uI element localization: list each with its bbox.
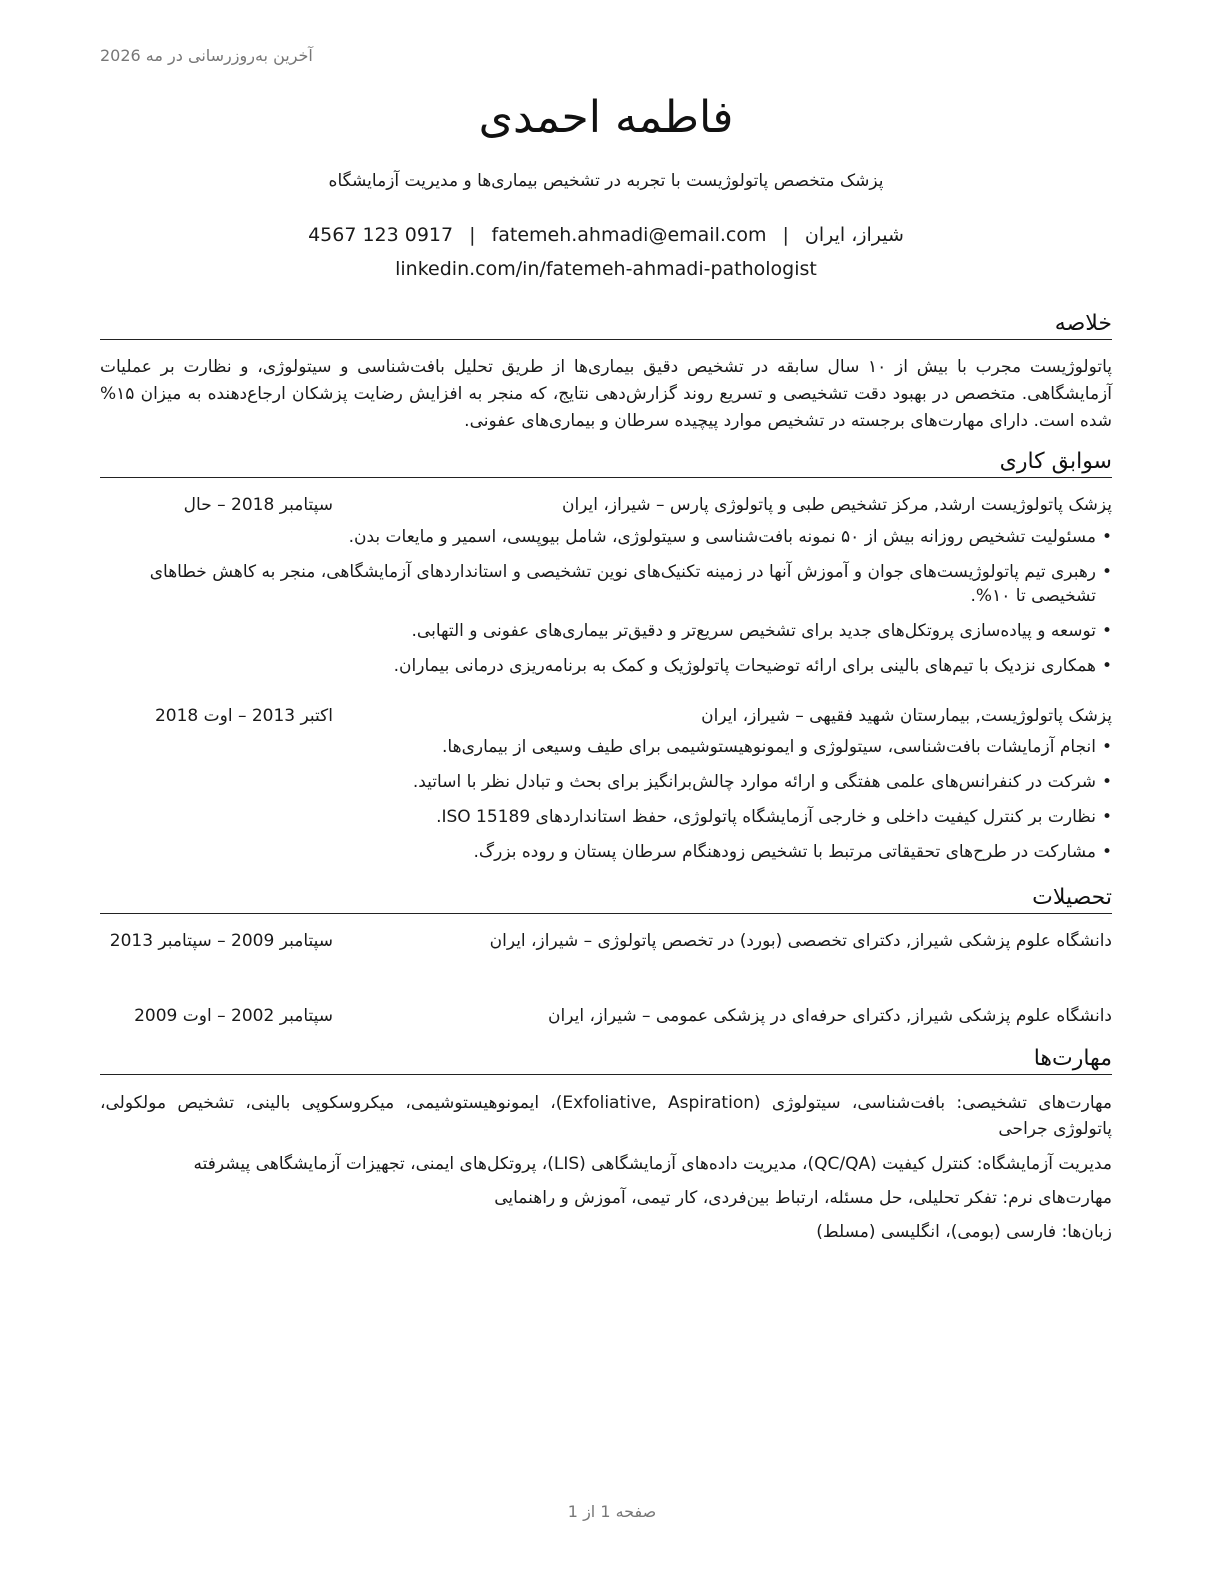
job-bullet: • نظارت بر کنترل کیفیت داخلی و خارجی آزمایشگاه پاتولوژی، حفظ استانداردهای ISO 15189. [100, 805, 1112, 829]
skill-line: مدیریت آزمایشگاه: کنترل کیفیت (QC/QA)، مدیریت داده‌های آزمایشگاهی (LIS)، پروتکل‌های ایمنی، تجهیزات آزمایشگاهی پیشرفته [193, 1154, 1112, 1174]
job-bullet: • انجام آزمایشات بافت‌شناسی، سیتولوژی و ایمونوهیستوشیمی برای طیف وسیعی از بیماری‌ها. [100, 735, 1112, 759]
job-title: پزشک پاتولوژیست ارشد, مرکز تشخیص طبی و پاتولوژی پارس – شیراز، ایران [561, 495, 1112, 515]
section-title-experience: سوابق کاری [100, 448, 1112, 478]
job-title: پزشک پاتولوژیست, بیمارستان شهید فقیهی – شیراز، ایران [701, 706, 1112, 726]
job-bullet: • رهبری تیم پاتولوژیست‌های جوان و آموزش آنها در زمینه تکنیک‌های نوین تشخیصی و استانداردهای آزمایشگاهی، منجر به کاهش خطاهای تشخیصی تا ۱۰%. [100, 560, 1112, 608]
education-date: سپتامبر 2002 – اوت 2009 [134, 1006, 333, 1026]
job-bullet: • مشارکت در طرح‌های تحقیقاتی مرتبط با تشخیص زودهنگام سرطان پستان و روده بزرگ. [100, 840, 1112, 864]
job-date: اکتبر 2013 – اوت 2018 [154, 706, 333, 726]
job-bullets [100, 735, 1112, 875]
education-date: سپتامبر 2009 – سپتامبر 2013 [109, 931, 333, 951]
job-bullets [100, 525, 1112, 689]
contact-line [100, 224, 1112, 246]
skill-line: مهارت‌های نرم: تفکر تحلیلی، حل مسئله، ارتباط بین‌فردی، کار تیمی، آموزش و راهنمایی [494, 1188, 1112, 1208]
section-title-summary: خلاصه [100, 310, 1112, 340]
job-bullet: • همکاری نزدیک با تیم‌های بالینی برای ارائه توضیحات پاتولوژیک و کمک به برنامه‌ریزی درمانی بیماران. [100, 654, 1112, 678]
candidate-tagline: پزشک متخصص پاتولوژیست با تجربه در تشخیص بیماری‌ها و مدیریت آزمایشگاه [328, 171, 884, 191]
contact-linkedin[interactable]: linkedin.com/in/fatemeh-ahmadi-pathologist [395, 258, 817, 280]
contact-phone: 4567 123 0917 [308, 224, 454, 246]
contact-location: شیراز، ایران [804, 224, 904, 246]
summary-text: پاتولوژیست مجرب با بیش از ۱۰ سال سابقه در تشخیص دقیق بیماری‌ها از طریق تحلیل بافت‌شناسی و سیتولوژی، و نظارت بر عملیات آزمایشگاهی. متخصص در بهبود دقت تشخیصی و تسریع روند گزارش‌دهی نتایج، که منجر به افزایش رضایت پزشکان ارجاع‌دهنده به میزان ۱۵% شده است. دارای مهارت‌های برجسته در تشخیص موارد پیچیده سرطان و بیماری‌های عفونی. [100, 357, 1112, 431]
last-updated: آخرین به‌روزرسانی در مه 2026 [100, 46, 313, 65]
resume-page [100, 0, 1112, 1584]
page-number: صفحه 1 از 1 [567, 1502, 657, 1521]
education-title: دانشگاه علوم پزشکی شیراز, دکترای تخصصی (بورد) در تخصص پاتولوژی – شیراز، ایران [489, 931, 1112, 951]
section-title-education: تحصیلات [100, 884, 1112, 914]
job-bullet: • مسئولیت تشخیص روزانه بیش از ۵۰ نمونه بافت‌شناسی و سیتولوژی، شامل بیوپسی، اسمیر و مایعات بدن. [100, 525, 1112, 549]
job-bullet: • توسعه و پیاده‌سازی پروتکل‌های جدید برای تشخیص سریع‌تر و دقیق‌تر بیماری‌های عفونی و التهابی. [100, 619, 1112, 643]
job-date: سپتامبر 2018 – حال [183, 495, 333, 515]
candidate-name: فاطمه احمدی [478, 92, 734, 143]
skill-line: مهارت‌های تشخیصی: بافت‌شناسی، سیتولوژی (Exfoliative, Aspiration)، ایمونوهیستوشیمی، میکروسکوپی بالینی، تشخیص مولکولی، پاتولوژی جراحی [100, 1093, 1112, 1139]
section-title-skills: مهارت‌ها [100, 1045, 1112, 1075]
education-title: دانشگاه علوم پزشکی شیراز, دکترای حرفه‌ای در پزشکی عمومی – شیراز، ایران [548, 1006, 1112, 1026]
contact-separator: | [469, 224, 476, 246]
contact-email[interactable]: fatemeh.ahmadi@email.com [491, 224, 767, 246]
skill-line: زبان‌ها: فارسی (بومی)، انگلیسی (مسلط) [816, 1222, 1112, 1242]
contact-separator: | [782, 224, 789, 246]
job-bullet: • شرکت در کنفرانس‌های علمی هفتگی و ارائه موارد چالش‌برانگیز برای بحث و تبادل نظر با اساتید. [100, 770, 1112, 794]
